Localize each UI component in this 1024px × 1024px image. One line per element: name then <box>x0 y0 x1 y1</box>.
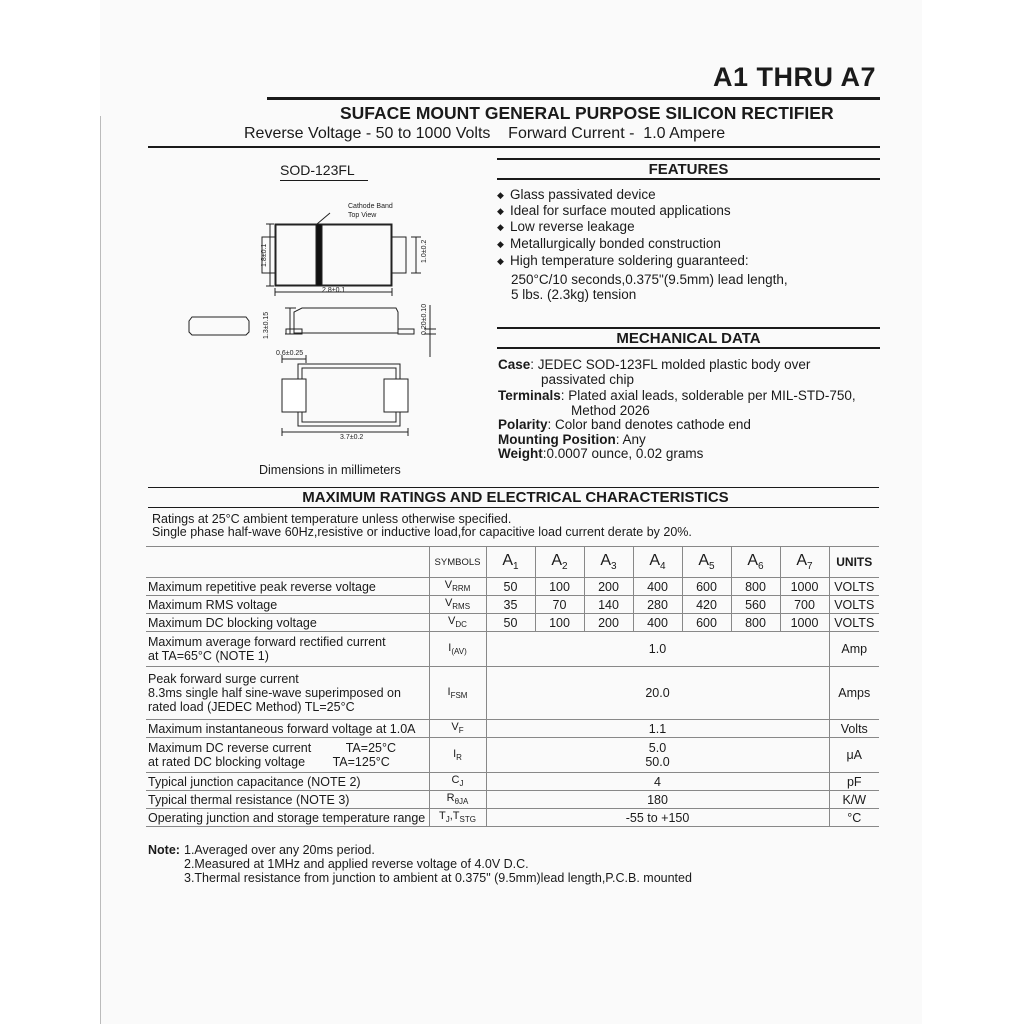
value-cell: 600 <box>682 578 731 596</box>
value-cell: -55 to +150 <box>486 809 829 827</box>
table-row <box>146 738 879 773</box>
table-row <box>146 632 879 667</box>
features-heading: FEATURES <box>648 161 729 178</box>
symbol-cell: $V_{DC}$ <box>429 614 486 632</box>
unit-cell: °C <box>829 809 879 827</box>
page-edge <box>100 116 101 1024</box>
param-cell: Maximum RMS voltage <box>146 596 429 614</box>
value-cell: 200 <box>584 614 633 632</box>
feature-item: ◆ Glass passivated device <box>497 187 656 202</box>
table-row <box>146 614 879 632</box>
value-cell: 600 <box>682 614 731 632</box>
feature-item-continued: 5 lbs. (2.3kg) tension <box>511 287 637 302</box>
table-row <box>146 667 879 720</box>
ratings-heading: MAXIMUM RATINGS AND ELECTRICAL CHARACTERISTICS <box>302 489 729 506</box>
note-item: 3.Thermal resistance from junction to ambient at 0.375" (9.5mm)lead length,P.C.B. mounted <box>184 871 692 885</box>
feature-item: ◆ Metallurgically bonded construction <box>497 236 721 251</box>
table-row <box>146 809 879 827</box>
mech-mounting: Mounting Position: Any <box>498 432 646 447</box>
mech-case: Case: JEDEC SOD-123FL molded plastic body over <box>498 357 811 372</box>
mech-polarity: Polarity: Color band denotes cathode end <box>498 417 751 432</box>
feature-item: ◆ High temperature soldering guaranteed: <box>497 253 749 268</box>
part-header: $A_3$ <box>584 547 633 578</box>
value-cell: 560 <box>731 596 780 614</box>
mech-weight: Weight:0.0007 ounce, 0.02 grams <box>498 446 704 461</box>
ratings-rule-top <box>148 487 879 488</box>
title-rule <box>267 97 880 100</box>
bullet-icon: ◆ <box>497 221 504 232</box>
table-row <box>146 720 879 738</box>
unit-cell: Amps <box>829 667 879 720</box>
param-cell: Maximum average forward rectified current at TA=65°C (NOTE 1) <box>146 632 429 667</box>
notes-label: Note: <box>148 843 180 857</box>
top-view-label: Top View <box>348 212 377 219</box>
mechanical-rule-bottom <box>497 347 880 349</box>
mech-terminals-continued: Method 2026 <box>571 403 650 418</box>
feature-item: ◆ Ideal for surface mouted applications <box>497 203 731 218</box>
param-cell: Typical junction capacitance (NOTE 2) <box>146 773 429 791</box>
param-cell: Maximum instantaneous forward voltage at 1.0A <box>146 720 429 738</box>
features-rule-bottom <box>497 178 880 180</box>
table-row <box>146 791 879 809</box>
package-outline-drawing <box>180 195 460 450</box>
header-rule <box>148 146 880 148</box>
symbol-cell: $I_{(AV)}$ <box>429 632 486 667</box>
features-rule-top <box>497 158 880 160</box>
dim-lead-thickness: 0.20±0.10 <box>421 303 428 335</box>
value-cell: 70 <box>535 596 584 614</box>
value-cell: 700 <box>780 596 829 614</box>
dim-total: 3.7±0.2 <box>340 434 364 441</box>
part-header: $A_4$ <box>633 547 682 578</box>
value-cell: 200 <box>584 578 633 596</box>
ratings-note: Single phase half-wave 60Hz,resistive or inductive load,for capacitive load current derate by 20%. <box>152 525 692 539</box>
note-item: 2.Measured at 1MHz and applied reverse voltage of 4.0V D.C. <box>184 857 529 871</box>
value-cell: 180 <box>486 791 829 809</box>
dim-height: 1.8±0.1 <box>261 243 268 267</box>
symbol-cell: $T_J,T_{STG}$ <box>429 809 486 827</box>
dim-thickness: 1.3±0.15 <box>263 311 270 339</box>
value-cell: 400 <box>633 614 682 632</box>
ratings-note: Ratings at 25°C ambient temperature unless otherwise specified. <box>152 512 512 526</box>
value-cell: 140 <box>584 596 633 614</box>
package-name-underline <box>280 180 368 181</box>
value-cell: 100 <box>535 578 584 596</box>
value-cell: 1000 <box>780 614 829 632</box>
bullet-icon: ◆ <box>497 189 504 200</box>
note-item: 1.Averaged over any 20ms period. <box>184 843 375 857</box>
unit-cell: μA <box>829 738 879 773</box>
value-cell: 1.1 <box>486 720 829 738</box>
part-header: $A_5$ <box>682 547 731 578</box>
ratings-rule-bottom <box>148 507 879 508</box>
cathode-band <box>316 224 322 286</box>
unit-cell: Volts <box>829 720 879 738</box>
symbol-cell: $V_{RMS}$ <box>429 596 486 614</box>
feature-item-continued: 250°C/10 seconds,0.375"(9.5mm) lead length, <box>511 272 788 287</box>
param-cell: Operating junction and storage temperature range <box>146 809 429 827</box>
value-cell: 400 <box>633 578 682 596</box>
table-row <box>146 578 879 596</box>
value-cell: 420 <box>682 596 731 614</box>
bullet-icon: ◆ <box>497 255 504 266</box>
unit-cell: VOLTS <box>829 596 879 614</box>
symbol-cell: $C_J$ <box>429 773 486 791</box>
product-subtitle: SUFACE MOUNT GENERAL PURPOSE SILICON RECTIFIER <box>340 103 834 123</box>
ratings-table <box>146 546 879 827</box>
value-cell: 50 <box>486 614 535 632</box>
units-header: UNITS <box>829 547 879 578</box>
param-cell: Typical thermal resistance (NOTE 3) <box>146 791 429 809</box>
part-header: $A_1$ <box>486 547 535 578</box>
bullet-icon: ◆ <box>497 205 504 216</box>
value-cell: 35 <box>486 596 535 614</box>
value-cell: 5.0 50.0 <box>486 738 829 773</box>
value-cell: 800 <box>731 614 780 632</box>
unit-cell: pF <box>829 773 879 791</box>
unit-cell: VOLTS <box>829 578 879 596</box>
param-cell: Peak forward surge current 8.3ms single half sine-wave superimposed on rated load (JEDEC Method) TL=25°C <box>146 667 429 720</box>
symbols-header: SYMBOLS <box>429 547 486 578</box>
value-cell: 280 <box>633 596 682 614</box>
dim-lead: 1.0±0.2 <box>421 239 428 263</box>
feature-item: ◆ Low reverse leakage <box>497 219 635 234</box>
dimensions-caption: Dimensions in millimeters <box>259 463 401 477</box>
symbol-cell: $V_F$ <box>429 720 486 738</box>
part-header: $A_7$ <box>780 547 829 578</box>
part-header: $A_6$ <box>731 547 780 578</box>
value-cell: 1000 <box>780 578 829 596</box>
param-cell: Maximum DC blocking voltage <box>146 614 429 632</box>
package-name: SOD-123FL <box>280 162 355 178</box>
table-row <box>146 596 879 614</box>
param-cell: Maximum DC reverse current TA=25°C at rated DC blocking voltage TA=125°C <box>146 738 429 773</box>
mechanical-heading: MECHANICAL DATA <box>616 330 761 347</box>
value-cell: 100 <box>535 614 584 632</box>
symbol-cell: $V_{RRM}$ <box>429 578 486 596</box>
mech-case-continued: passivated chip <box>541 372 635 387</box>
unit-cell: VOLTS <box>829 614 879 632</box>
rating-summary: Reverse Voltage - 50 to 1000 Volts Forward Current - 1.0 Ampere <box>244 125 726 142</box>
symbol-cell: $R_{\theta JA}$ <box>429 791 486 809</box>
table-row <box>146 773 879 791</box>
mechanical-rule-top <box>497 327 880 329</box>
symbol-cell: $I_{FSM}$ <box>429 667 486 720</box>
value-cell: 800 <box>731 578 780 596</box>
unit-cell: Amp <box>829 632 879 667</box>
part-header: $A_2$ <box>535 547 584 578</box>
dim-pad: 0.6±0.25 <box>276 350 304 357</box>
param-cell: Maximum repetitive peak reverse voltage <box>146 578 429 596</box>
bullet-icon: ◆ <box>497 238 504 249</box>
page-title: A1 THRU A7 <box>712 62 876 92</box>
dim-length: 2.8±0.1 <box>322 287 346 294</box>
symbol-cell: $I_R$ <box>429 738 486 773</box>
cathode-band-label: Cathode Band <box>348 203 393 210</box>
value-cell: 4 <box>486 773 829 791</box>
unit-cell: K/W <box>829 791 879 809</box>
value-cell: 50 <box>486 578 535 596</box>
mech-terminals: Terminals: Plated axial leads, solderable per MIL-STD-750, <box>498 388 856 403</box>
table-header-row <box>146 547 879 578</box>
value-cell: 1.0 <box>486 632 829 667</box>
value-cell: 20.0 <box>486 667 829 720</box>
